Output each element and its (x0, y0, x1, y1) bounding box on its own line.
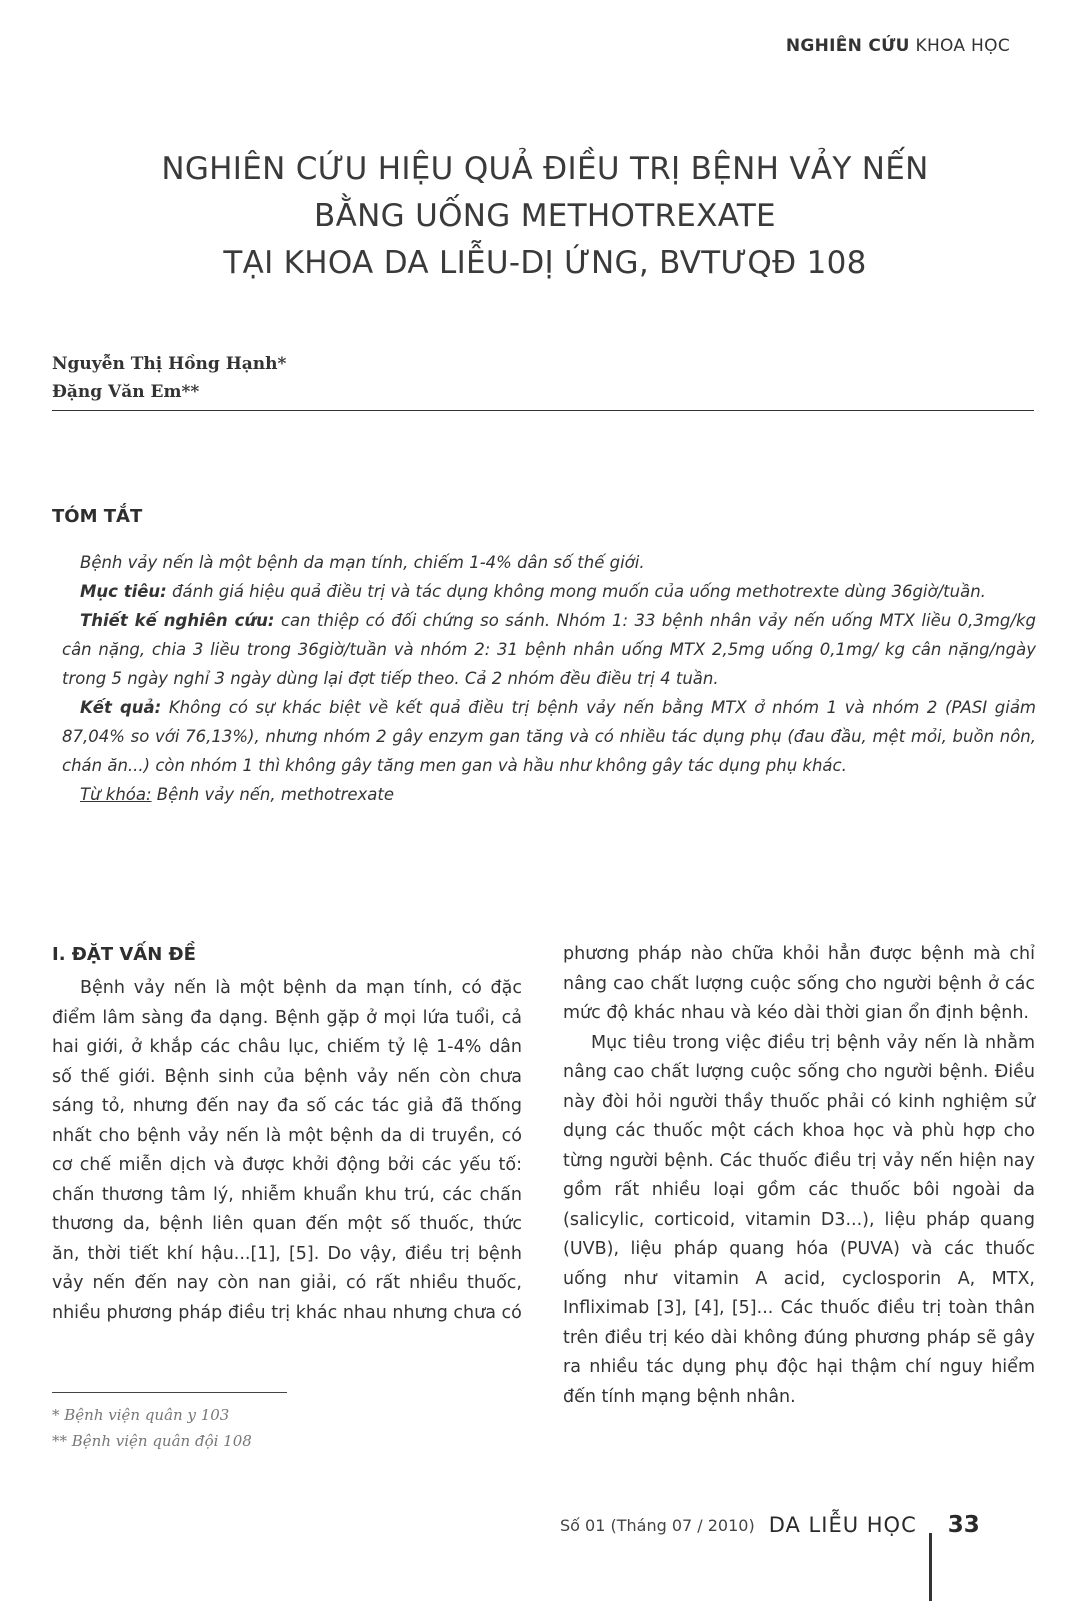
abstract-results (62, 693, 1036, 780)
section-label-bold: NGHIÊN CỨU (785, 36, 910, 56)
title-line-3: TẠI KHOA DA LIỄU-DỊ ỨNG, BVTƯQĐ 108 (223, 245, 867, 281)
footnote-2: ** Bệnh viện quân đội 108 (52, 1432, 252, 1450)
footnotes (52, 1402, 252, 1454)
journal-name: DA LIỄU HỌC (768, 1513, 917, 1537)
article-title (60, 146, 1030, 287)
author-divider (52, 410, 1034, 411)
keywords-label: Từ khóa: (80, 785, 152, 804)
section-label-rest: KHOA HỌC (915, 36, 1010, 56)
objective-text: đánh giá hiệu quả điều trị và tác dụng không mong muốn của uống methotrexte dùng 36giờ/tuần. (166, 582, 986, 601)
abstract-design (62, 606, 1036, 693)
design-text: can thiệp có đối chứng so sánh. Nhóm 1: 33 bệnh nhân vảy nến uống MTX liều 0,3mg/kg cân nặng, chia 3 liều trong 36giờ/tuần và nhóm 2: 31 bệnh nhân uống MTX 2,5mg uống 0,1mg/ kg cân nặng/ngày trong 5 ngày nghỉ 3 ngày dùng lại đợt tiếp theo. Cả 2 nhóm đều điều trị 4 tuần. (62, 611, 1036, 688)
abstract-body (62, 548, 1036, 809)
body-column-left (52, 940, 522, 1328)
body-column-right (563, 940, 1035, 1412)
body-paragraph-continued: phương pháp nào chữa khỏi hẳn được bệnh mà chỉ nâng cao chất lượng cuộc sống cho người bệnh ở các mức độ khác nhau và kéo dài thời gian ổn định bệnh. (563, 944, 1035, 1023)
body-paragraph: Bệnh vảy nến là một bệnh da mạn tính, có đặc điểm lâm sàng đa dạng. Bệnh gặp ở mọi lứa tuổi, cả hai giới, ở khắp các châu lục, chiếm tỷ lệ 1-4% dân số thế giới. Bệnh sinh của bệnh vảy nến còn chưa sáng tỏ, nhưng đến nay đa số các tác giả đã thống nhất cho bệnh vảy nến là một bệnh da di truyền, có cơ chế miễn dịch và được khởi động bởi các yếu tố: chấn thương tâm lý, nhiễm khuẩn khu trú, các chấn thương da, bệnh liên quan đến một số thuốc, thức ăn, thời tiết khí hậu...[1], [5]. Do vậy, điều trị bệnh vảy nến đến nay còn nan giải, có rất nhiều thuốc, nhiều phương pháp điều trị khác nhau nhưng chưa có (52, 978, 522, 1323)
author-list (52, 350, 286, 406)
section-heading: I. ĐẶT VẤN ĐỀ (52, 944, 196, 965)
issue-info: Số 01 (Tháng 07 / 2010) (560, 1515, 755, 1535)
footnote-divider (52, 1392, 287, 1393)
design-label: Thiết kế nghiên cứu: (80, 611, 275, 630)
objective-label: Mục tiêu: (80, 582, 167, 601)
abstract-objective (62, 577, 1036, 606)
author-2: Đặng Văn Em** (52, 382, 200, 402)
title-line-2: BẰNG UỐNG METHOTREXATE (314, 198, 776, 234)
body-paragraph: Mục tiêu trong việc điều trị bệnh vảy nến là nhằm nâng cao chất lượng cuộc sống cho người bệnh. Điều này đòi hỏi người thầy thuốc phải có kinh nghiệm sử dụng các thuốc một cách khoa học và phù hợp cho từng người bệnh. Các thuốc điều trị vảy nến hiện nay gồm rất nhiều loại gồm các thuốc bôi ngoài da (salicylic, corticoid, vitamin D3...), liệu pháp quang (UVB), liệu pháp quang hóa (PUVA) và các thuốc uống như vitamin A acid, cyclosporin A, MTX, Infliximab [3], [4], [5]... Các thuốc điều trị toàn thân trên điều trị kéo dài không đúng phương pháp sẽ gây ra nhiều tác dụng phụ độc hại thậm chí nguy hiểm đến tính mạng bệnh nhân. (563, 1032, 1035, 1407)
footer-divider (929, 1533, 932, 1601)
abstract-intro: Bệnh vảy nến là một bệnh da mạn tính, chiếm 1-4% dân số thế giới. (80, 553, 645, 572)
abstract-keywords (62, 780, 1036, 809)
results-label: Kết quả: (80, 698, 162, 717)
results-text: Không có sự khác biệt về kết quả điều trị bệnh vảy nến bằng MTX ở nhóm 1 và nhóm 2 (PASI giảm 87,04% so với 76,13%), nhưng nhóm 2 gây enzym gan tăng và có nhiều tác dụng phụ (đau đầu, mệt mỏi, buồn nôn, chán ăn...) còn nhóm 1 thì không gây tăng men gan và hầu như không gây tác dụng phụ khác. (62, 698, 1036, 775)
author-1: Nguyễn Thị Hồng Hạnh* (52, 354, 287, 374)
page-footer (560, 1505, 980, 1545)
abstract-heading: TÓM TẮT (52, 506, 143, 527)
page-number: 33 (947, 1512, 980, 1538)
footnote-1: * Bệnh viện quân y 103 (52, 1406, 230, 1424)
section-label (786, 36, 1010, 56)
title-line-1: NGHIÊN CỨU HIỆU QUẢ ĐIỀU TRỊ BỆNH VẢY NẾN (161, 151, 929, 187)
keywords-text: Bệnh vảy nến, methotrexate (151, 785, 395, 804)
